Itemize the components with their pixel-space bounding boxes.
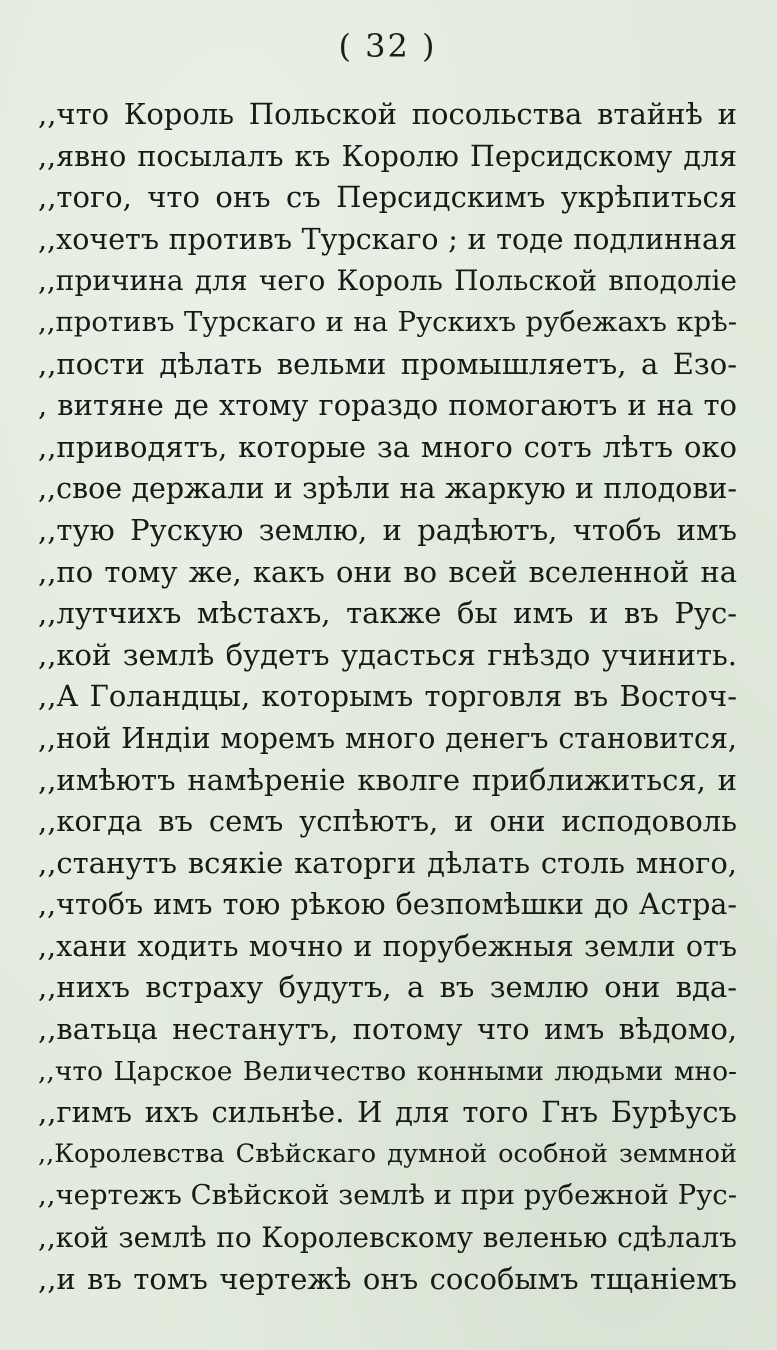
text-line: ,,что Король Польской посольства втайнѣ и: [38, 97, 737, 131]
text-line: ,,чтобъ имъ тою рѣкою безпомѣшки до Астра-: [38, 888, 737, 922]
text-line: ,,когда въ семъ успѣютъ, и они исподоволь: [38, 804, 737, 839]
text-line: ,,Королевства Свѣйскаго думной особной земмной: [38, 1138, 737, 1169]
text-line: ,,кой землѣ будетъ удасться гнѣздо учинить.: [38, 637, 737, 672]
text-line: ,,имѣютъ намѣреніе кволге приближиться, и: [38, 762, 737, 797]
text-line: ,,чертежъ Свѣйской землѣ и при рубежной Рус-: [38, 1179, 737, 1212]
body-text: [38, 94, 737, 1300]
page-number: ( 32 ): [338, 27, 437, 65]
text-line: ,,тую Рускую землю, и радѣютъ, чтобъ имъ: [38, 512, 737, 547]
text-line: ,,станутъ всякіе каторги дѣлать столь много,: [38, 845, 737, 880]
text-line: ,,хани ходить мочно и порубежныя земли отъ: [38, 929, 737, 963]
text-line: ,,что Царское Величество конными людьми мно-: [38, 1055, 737, 1087]
text-line: ,,того, что онъ съ Персидскимъ укрѣпиться: [38, 180, 737, 215]
text-line: ,,приводятъ, которые за много сотъ лѣтъ око: [38, 429, 737, 464]
text-line: ,,ватьца нестанутъ, потому что имъ вѣдомо,: [38, 1012, 737, 1047]
text-line: ,,противъ Турскаго и на Рускихъ рубежахъ крѣ-: [38, 305, 737, 338]
text-line: , витяне де хтому гораздо помогаютъ и на то: [38, 388, 737, 423]
text-line: ,,гимъ ихъ сильнѣе. И для того Гнъ Бурѣусъ: [38, 1095, 737, 1130]
text-line: ,,пости дѣлать вельми промышляетъ, а Езо-: [38, 346, 737, 381]
text-line: ,,кой землѣ по Королевскому веленью сдѣлалъ: [38, 1221, 737, 1255]
text-line: ,,хочетъ противъ Турскаго ; и тоде подлинная: [38, 222, 737, 256]
text-line: ,,А Голандцы, которымъ торговля въ Восточ-: [38, 679, 737, 714]
text-line: ,,по тому же, какъ они во всей вселенной на: [38, 554, 737, 589]
text-line: ,,нихъ встраху будутъ, а въ землю они вда-: [38, 970, 737, 1005]
text-line: ,,лутчихъ мѣстахъ, также бы имъ и въ Рус-: [38, 596, 737, 631]
text-line: ,,и въ томъ чертежѣ онъ сособымъ тщаніемъ: [38, 1261, 737, 1296]
text-line: ,,свое держали и зрѣли на жаркую и плодови-: [38, 472, 737, 506]
text-line: ,,причина для чего Король Польской вподоліе: [38, 264, 737, 298]
text-line: ,,ной Индіи моремъ много денегъ становится,: [38, 721, 737, 755]
text-line: ,,явно посылалъ къ Королю Персидскому для: [38, 139, 737, 173]
